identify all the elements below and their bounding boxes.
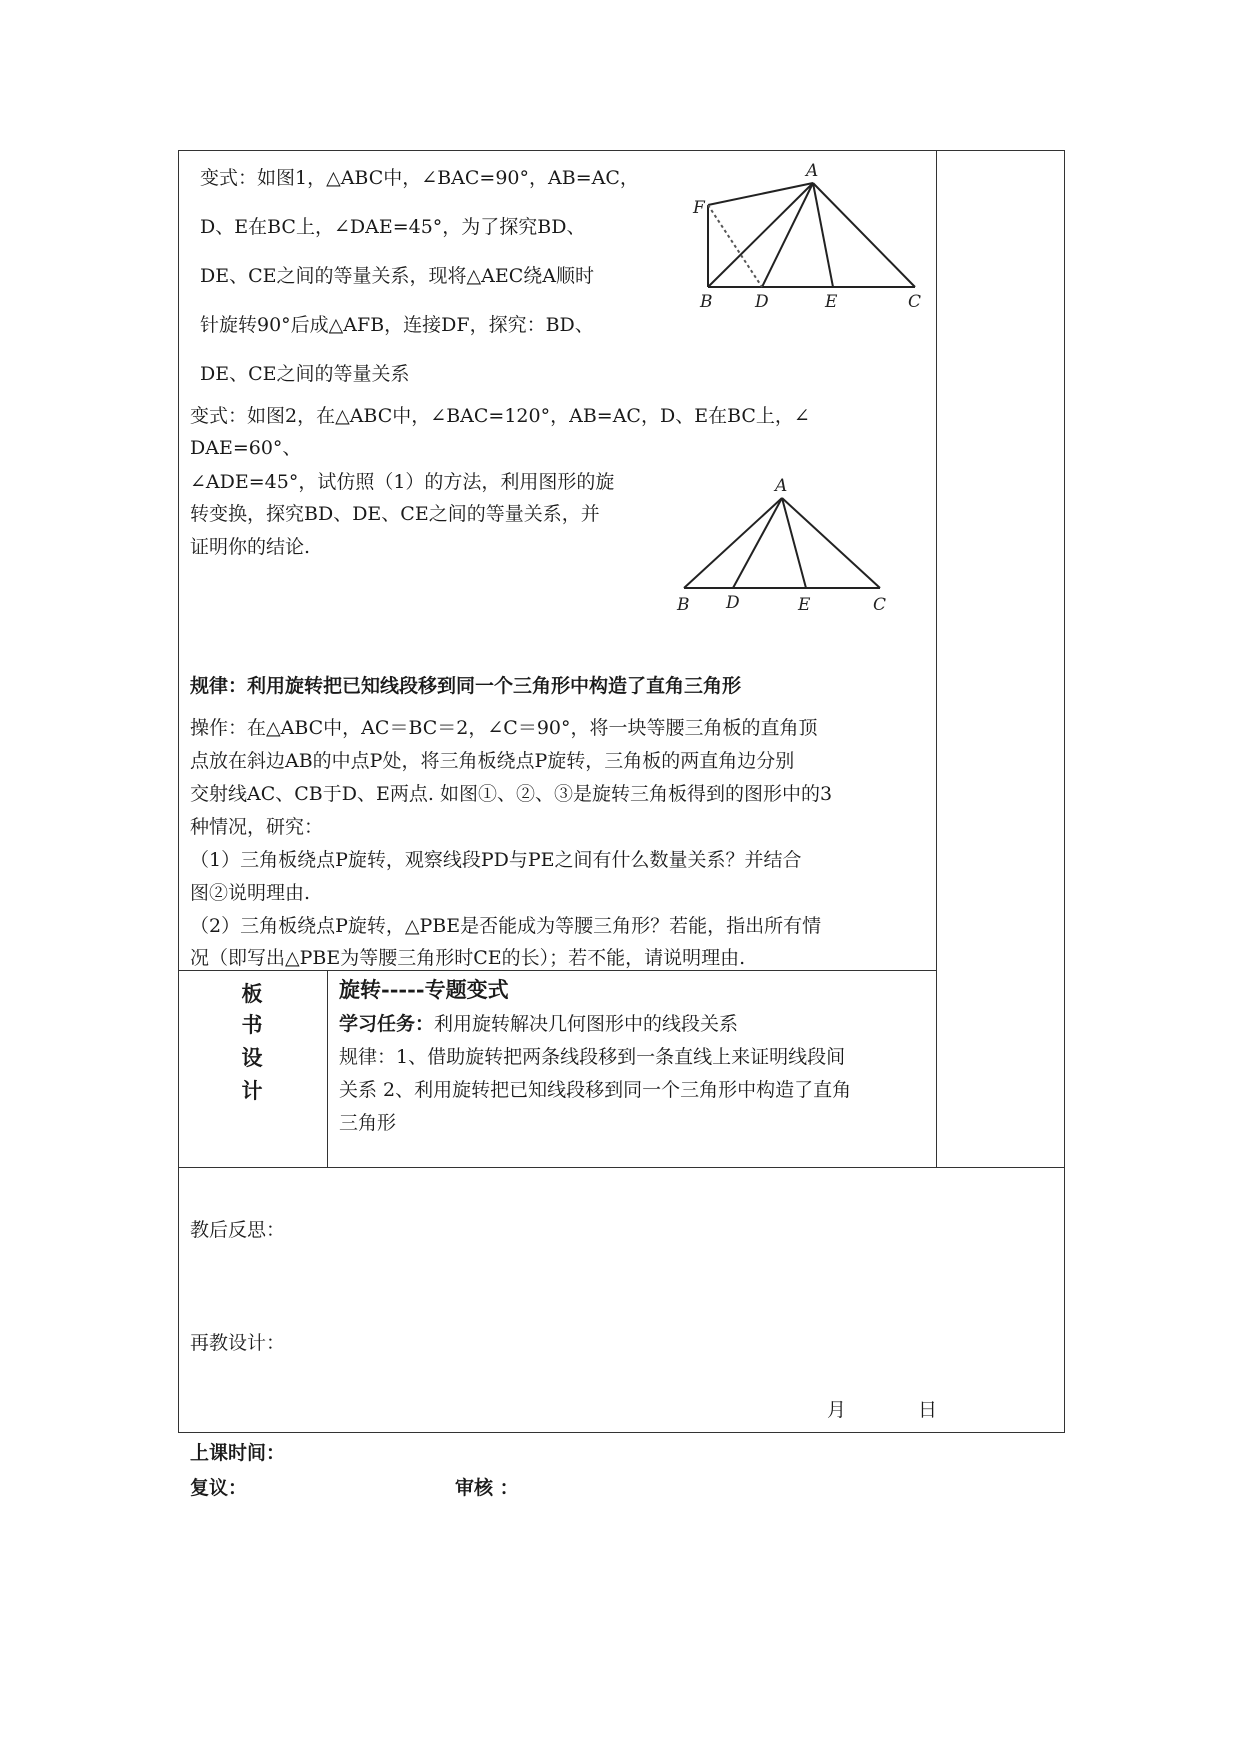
- audit-label: 审核 ：: [455, 1477, 519, 1499]
- figure1-label-a: A: [806, 161, 819, 181]
- variant2-line: ∠ADE=45°，试仿照（1）的方法，利用图形的旋: [190, 471, 615, 493]
- board-task-text: 利用旋转解决几何图形中的线段关系: [434, 1013, 739, 1035]
- operation-line: （2）三角板绕点P旋转，△PBE是否能成为等腰三角形？若能，指出所有情: [190, 915, 822, 937]
- operation-line: （1）三角板绕点P旋转，观察线段PD与PE之间有什么数量关系？并结合: [190, 849, 802, 871]
- board-rule-line: 规律：1、借助旋转把两条线段移到一条直线上来证明线段间: [339, 1046, 846, 1068]
- month-label: 月: [827, 1399, 847, 1421]
- figure1-label-b: B: [700, 292, 713, 310]
- after-class-reflection-label: 教后反思：: [190, 1219, 286, 1241]
- variant1-line: DE、CE之间的等量关系，现将△AEC绕A顺时: [200, 265, 594, 287]
- figure1-label-f: F: [693, 198, 705, 218]
- figure2-label-b: B: [677, 595, 690, 615]
- variant2-line: 变式：如图2，在△ABC中，∠BAC=120°，AB=AC，D、E在BC上，∠: [190, 405, 810, 427]
- redesign-label: 再教设计：: [190, 1332, 286, 1354]
- variant2-line: DAE=60°、: [190, 437, 302, 459]
- board-label-divider: [327, 970, 328, 1168]
- board-row-top-border: [178, 970, 937, 971]
- variant1-line: 针旋转90°后成△AFB，连接DF，探究：BD、: [200, 314, 594, 336]
- variant2-line: 证明你的结论.: [190, 536, 311, 558]
- figure2-label-d: D: [726, 593, 740, 613]
- board-rule-line: 三角形: [339, 1112, 397, 1134]
- variant1-line: DE、CE之间的等量关系: [200, 363, 410, 385]
- figure2-label-c: C: [873, 595, 887, 615]
- variant1-line: 变式：如图1，△ABC中，∠BAC=90°，AB=AC，: [200, 167, 639, 189]
- operation-line: 点放在斜边AB的中点P处，将三角板绕点P旋转，三角板的两直角边分别: [190, 750, 795, 772]
- board-rule-line: 关系 2、利用旋转把已知线段移到同一个三角形中构造了直角: [339, 1079, 852, 1101]
- right-column-divider: [936, 150, 937, 1168]
- operation-line: 交射线AC、CB于D、E两点. 如图①、②、③是旋转三角板得到的图形中的3: [190, 783, 833, 805]
- review-label: 复议：: [190, 1477, 248, 1499]
- board-task-label: 学习任务：: [339, 1013, 435, 1035]
- board-label-char: 板: [241, 981, 263, 1006]
- rule-heading: 规律：利用旋转把已知线段移到同一个三角形中构造了直角三角形: [190, 675, 742, 697]
- figure2-label-a: A: [775, 478, 788, 496]
- figure1-label-c: C: [908, 292, 922, 310]
- variant1-line: D、E在BC上，∠DAE=45°，为了探究BD、: [200, 216, 586, 238]
- board-label-char: 计: [241, 1078, 263, 1103]
- reflection-row-top-border: [178, 1167, 1065, 1168]
- operation-line: 操作：在△ABC中，AC＝BC＝2，∠C＝90°，将一块等腰三角板的直角顶: [190, 717, 818, 739]
- figure2-label-e: E: [798, 595, 811, 615]
- figure-1-diagram: [685, 160, 925, 310]
- board-label-char: 设: [241, 1045, 263, 1070]
- figure1-label-e: E: [825, 292, 838, 310]
- board-task: [339, 1012, 738, 1036]
- variant2-line: 转变换，探究BD、DE、CE之间的等量关系，并: [190, 503, 600, 525]
- class-time-label: 上课时间：: [190, 1442, 286, 1464]
- board-label-char: 书: [241, 1012, 263, 1037]
- operation-line: 种情况，研究：: [190, 816, 324, 838]
- day-label: 日: [918, 1399, 938, 1421]
- figure-2-diagram: [670, 478, 900, 618]
- figure1-label-d: D: [755, 292, 769, 310]
- operation-line: 况（即写出△PBE为等腰三角形时CE的长）；若不能，请说明理由.: [190, 947, 746, 969]
- board-title: 旋转-----专题变式: [339, 977, 509, 1002]
- operation-line: 图②说明理由.: [190, 882, 311, 904]
